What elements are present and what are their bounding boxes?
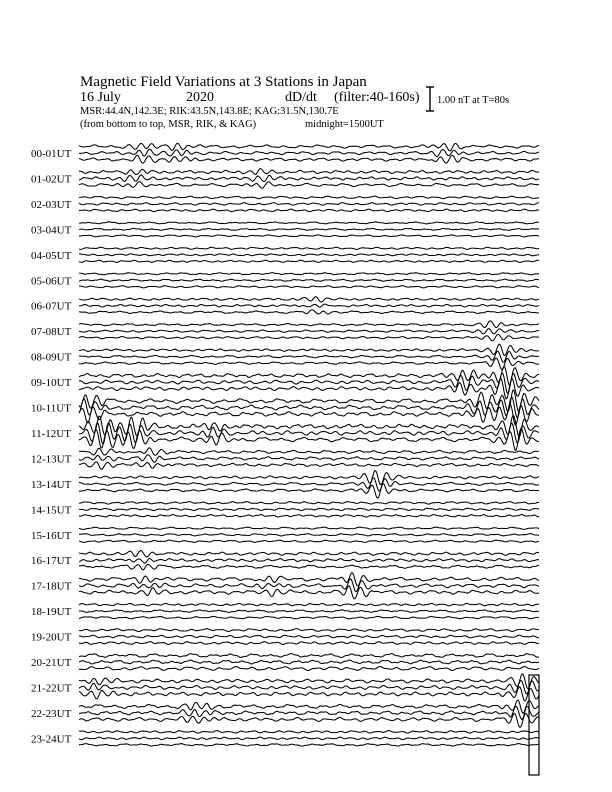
trace-row bbox=[31, 222, 539, 237]
msr-trace bbox=[79, 540, 539, 542]
kag-trace bbox=[79, 629, 539, 632]
rik-trace bbox=[79, 478, 539, 491]
trace-row bbox=[31, 573, 539, 599]
rik-trace bbox=[79, 455, 539, 462]
trace-row bbox=[31, 674, 539, 701]
rik-trace bbox=[79, 508, 539, 510]
kag-trace bbox=[79, 344, 539, 355]
kag-trace bbox=[79, 527, 539, 529]
trace-row bbox=[31, 415, 539, 450]
trace-row bbox=[31, 169, 539, 188]
trace-row bbox=[31, 700, 539, 728]
saturated-excursion-box bbox=[529, 675, 539, 775]
hour-label: 00-01UT bbox=[31, 148, 72, 160]
trace-row bbox=[31, 196, 539, 212]
msr-trace bbox=[79, 687, 539, 701]
rik-trace bbox=[79, 228, 539, 230]
scale-bar bbox=[426, 87, 434, 111]
rik-trace bbox=[79, 559, 539, 564]
kag-trace bbox=[79, 448, 539, 455]
trace-row bbox=[31, 273, 539, 288]
hour-label: 18-19UT bbox=[31, 606, 72, 619]
kag-trace bbox=[79, 169, 539, 175]
msr-trace bbox=[79, 667, 539, 671]
rik-trace bbox=[79, 304, 539, 307]
date-day: 16 July bbox=[80, 90, 121, 105]
hour-label: 03-04UT bbox=[31, 224, 72, 237]
kag-trace bbox=[79, 502, 539, 505]
rik-trace bbox=[79, 534, 539, 536]
msr-trace bbox=[79, 260, 539, 262]
rik-trace bbox=[79, 706, 539, 719]
hour-label: 12-13UT bbox=[31, 453, 72, 466]
msr-trace bbox=[79, 235, 539, 237]
trace-row bbox=[31, 731, 539, 747]
quantity-label: dD/dt bbox=[285, 90, 317, 105]
kag-trace bbox=[79, 471, 539, 485]
msr-trace bbox=[79, 744, 539, 747]
rik-trace bbox=[79, 149, 539, 156]
station-coordinates: MSR:44.4N,142.3E; RIK:43.5N,143.8E; KAG:31.5N,130.7E bbox=[80, 106, 339, 117]
hour-label: 17-18UT bbox=[31, 580, 72, 593]
trace-row bbox=[31, 551, 539, 570]
station-order-note: (from bottom to top, MSR, RIK, & KAG) bbox=[80, 119, 257, 130]
msr-trace bbox=[79, 286, 539, 288]
hour-label: 10-11UT bbox=[31, 402, 71, 415]
trace-row bbox=[31, 321, 539, 341]
hour-label: 06-07UT bbox=[31, 300, 72, 313]
rik-trace bbox=[79, 610, 539, 613]
hour-label: 07-08UT bbox=[31, 326, 72, 339]
trace-row bbox=[31, 297, 539, 314]
kag-trace bbox=[79, 653, 539, 657]
msr-trace bbox=[79, 515, 539, 518]
msr-trace bbox=[79, 334, 539, 340]
msr-trace bbox=[79, 358, 539, 370]
msr-trace bbox=[79, 182, 539, 189]
trace-row bbox=[31, 502, 539, 517]
trace-row bbox=[31, 366, 539, 399]
rik-trace bbox=[79, 329, 539, 334]
hour-label: 15-16UT bbox=[31, 529, 72, 542]
msr-trace bbox=[79, 713, 539, 727]
rik-trace bbox=[79, 175, 539, 182]
kag-trace bbox=[79, 731, 539, 734]
hour-label: 19-20UT bbox=[31, 631, 72, 644]
hour-label: 08-09UT bbox=[31, 351, 72, 364]
rik-trace bbox=[79, 254, 539, 256]
rik-trace bbox=[79, 737, 539, 740]
rik-trace bbox=[79, 635, 539, 638]
hour-label: 09-10UT bbox=[31, 377, 72, 390]
hour-label: 14-15UT bbox=[31, 504, 72, 517]
trace-row bbox=[31, 390, 539, 425]
trace-row bbox=[31, 603, 539, 619]
midnight-note: midnight=1500UT bbox=[305, 119, 384, 130]
hour-label: 21-22UT bbox=[31, 682, 72, 695]
chart-title: Magnetic Field Variations at 3 Stations in Japan bbox=[80, 74, 367, 90]
msr-trace bbox=[79, 155, 539, 163]
rik-trace bbox=[79, 203, 539, 205]
kag-trace bbox=[79, 247, 539, 249]
hour-label: 23-24UT bbox=[31, 733, 72, 746]
trace-row bbox=[31, 471, 539, 499]
msr-trace bbox=[79, 484, 539, 498]
kag-trace bbox=[79, 297, 539, 302]
kag-trace bbox=[79, 573, 539, 586]
kag-trace bbox=[79, 222, 539, 224]
trace-row bbox=[31, 143, 539, 163]
trace-row bbox=[31, 448, 539, 469]
msr-trace bbox=[79, 616, 539, 619]
hour-label: 22-23UT bbox=[31, 707, 72, 720]
msr-trace bbox=[79, 462, 539, 470]
trace-row bbox=[31, 653, 539, 670]
hour-label: 11-12UT bbox=[31, 427, 71, 440]
msr-trace bbox=[79, 642, 539, 645]
rik-trace bbox=[79, 279, 539, 281]
hour-label: 16-17UT bbox=[31, 555, 72, 568]
kag-trace bbox=[79, 551, 539, 557]
filter-label: (filter:40-160s) bbox=[334, 90, 420, 105]
trace-row bbox=[31, 629, 539, 645]
kag-trace bbox=[79, 321, 539, 328]
rik-trace bbox=[79, 660, 539, 664]
hour-label: 05-06UT bbox=[31, 275, 72, 288]
msr-trace bbox=[79, 564, 539, 569]
kag-trace bbox=[79, 196, 539, 199]
msr-trace bbox=[79, 209, 539, 212]
scale-bar-label: 1.00 nT at T=80s bbox=[437, 95, 510, 106]
msr-trace bbox=[79, 310, 539, 314]
kag-trace bbox=[79, 273, 539, 275]
hour-label: 20-21UT bbox=[31, 657, 72, 669]
hour-label: 02-03UT bbox=[31, 198, 72, 211]
trace-rows bbox=[31, 143, 539, 775]
trace-row bbox=[31, 247, 539, 262]
hour-label: 01-02UT bbox=[31, 173, 72, 186]
hour-label: 04-05UT bbox=[31, 249, 72, 262]
date-year: 2020 bbox=[186, 90, 214, 105]
trace-row bbox=[31, 527, 539, 542]
hour-label: 13-14UT bbox=[31, 478, 72, 491]
rik-trace bbox=[79, 351, 539, 362]
kag-trace bbox=[79, 603, 539, 605]
trace-row bbox=[31, 344, 539, 370]
